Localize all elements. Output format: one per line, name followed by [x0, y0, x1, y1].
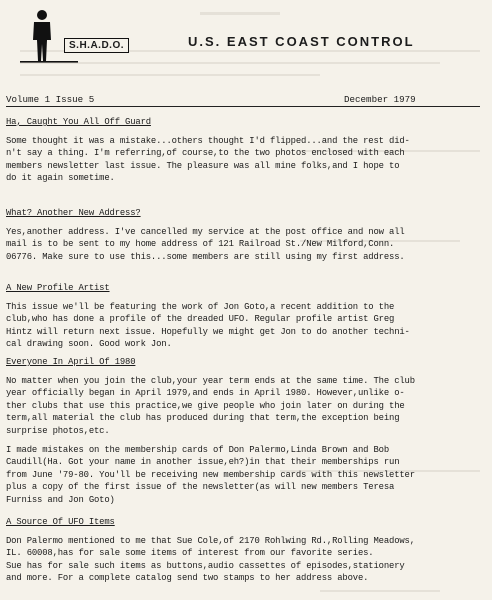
shado-logo-text: S.H.A.D.O.	[64, 38, 129, 53]
article-paragraph: Some thought it was a mistake...others thought I'd flipped...and the rest did- n't say a thing. I'm referring,of course,to the two photos enclosed with each members newsletter last issue. The pleasure was all mine folks,and I hope to do it again sometime.	[6, 135, 410, 184]
article-heading: A New Profile Artist	[6, 283, 110, 293]
article-heading: A Source Of UFO Items	[6, 517, 115, 527]
shado-figure-icon	[20, 6, 80, 66]
article-ufo-items-source	[6, 516, 415, 591]
article-profile-artist	[6, 282, 410, 357]
article-caught-off-guard	[6, 116, 410, 191]
article-heading: Ha, Caught You All Off Guard	[6, 117, 151, 127]
article-april-1980	[6, 356, 415, 513]
issue-date: December 1979	[344, 94, 416, 105]
article-paragraph: Don Palermo mentioned to me that Sue Cole,of 2170 Rohlwing Rd.,Rolling Meadows, IL. 60008,has for sale some items of interest from our favorite series. Sue has for sale such items as buttons,audio cassettes of episodes,stationery and more. For a complete catalog send two stamps to her address above.	[6, 535, 415, 584]
article-paragraph: No matter when you join the club,your year term ends at the same time. The club year officially began in April 1979,and ends in April 1980. However,unlike o- ther clubs that use this practice,we give people who join later on during the term,all material the club has produced during that term,the exception being surprise photos,etc.	[6, 375, 415, 436]
article-heading: Everyone In April Of 1980	[6, 357, 136, 367]
masthead-title: U.S. EAST COAST CONTROL	[188, 34, 415, 49]
article-paragraph: Yes,another address. I've cancelled my service at the post office and now all mail is to be sent to my home address of 121 Railroad St./New Milford,Conn. 06776. Make sure to use this...some members are still using my first address.	[6, 226, 405, 262]
header-divider	[6, 106, 480, 107]
article-paragraph: This issue we'll be featuring the work of Jon Goto,a recent addition to the club,who has done a profile of the dreaded UFO. Regular profile artist Greg Hintz will return next issue. Hopefully we might get Jon to do another techni- cal drawing soon. Good work Jon.	[6, 301, 410, 350]
shado-logo	[20, 6, 160, 66]
article-paragraph: I made mistakes on the membership cards of Don Palermo,Linda Brown and Bob Caudill(Ha. Got your name in another issue,eh?)in that their memberships run from June '79-80. You'll be receiving new membership cards with this newsletter plus a copy of the first issue of the newsletter(as will new members Teresa Furniss and Jon Goto)	[6, 444, 415, 505]
article-heading: What? Another New Address?	[6, 208, 141, 218]
volume-issue: Volume 1 Issue 5	[6, 94, 95, 105]
article-new-address	[6, 207, 405, 269]
